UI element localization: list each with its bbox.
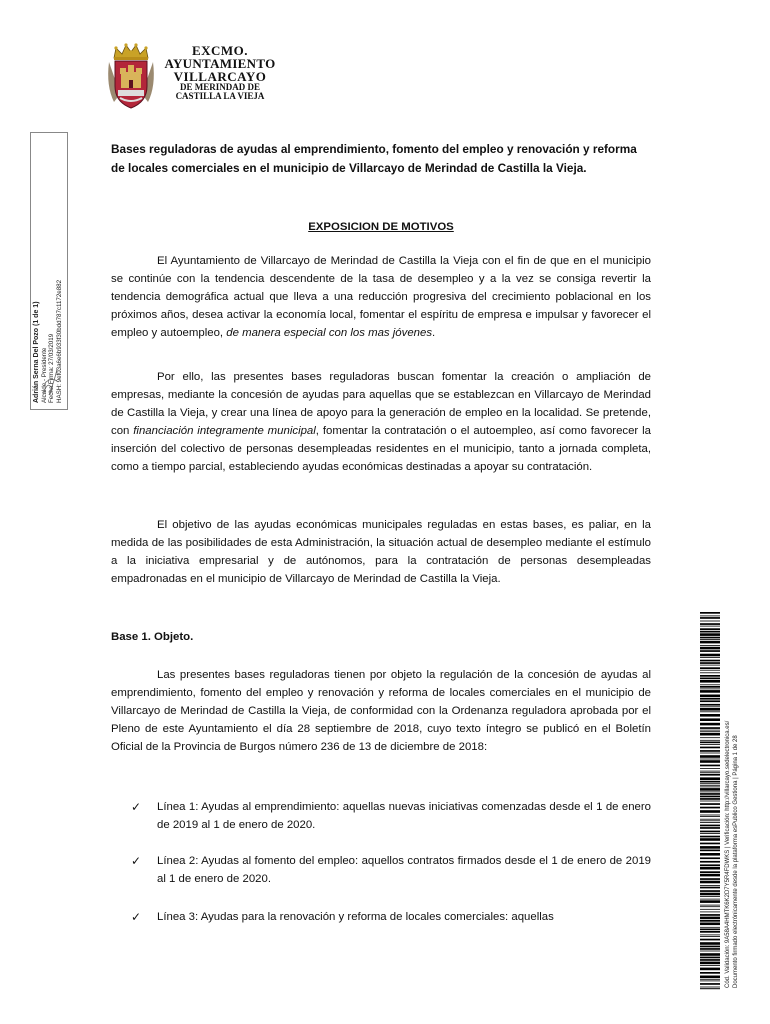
list-item (131, 852, 651, 888)
list-item (131, 798, 651, 834)
paragraph-1-end: . (432, 327, 436, 339)
list-item (131, 908, 651, 926)
signer-name: Adrián Serna Del Pozo (1 de 1) (33, 301, 40, 403)
checkmark-icon: ✓ (131, 800, 142, 814)
signature-hash: HASH: 9ef03a6e6b933f30bdd787c1172e882 (55, 279, 63, 403)
paragraph-1 (111, 252, 651, 342)
section-heading: EXPOSICION DE MOTIVOS (308, 221, 454, 233)
document-title: Bases reguladoras de ayudas al emprendimiento, fomento del empleo y renovación y reforma de locales comerciales en el municipio de Villarcayo de Merindad de Castilla la Vieja. (111, 142, 637, 175)
signature-date: Fecha Firma: 27/03/2019 (48, 333, 55, 403)
signer-role: Alcalde - Presidente (40, 347, 48, 403)
paragraph-2-text-a: Por ello, las presentes bases reguladoras buscan fomentar la creación o ampliación de empresas, mediante la concesión de ayudas para aquellas que se establezcan en Villarcayo de Merindad de Castilla la Vieja, y crear una línea de apoyo para la generación de empleo en la localidad. Se pretende, con (111, 371, 651, 437)
list-item-text: Línea 1: Ayudas al emprendimiento: aquellas nuevas iniciativas comenzadas desde el 1 de enero de 2019 al 1 de enero de 2020. (157, 801, 651, 831)
header-line-1: EXCMO. (191, 43, 249, 58)
list-item-text: Línea 2: Ayudas al fomento del empleo: aquellos contratos firmados desde el 1 de enero de 2019 al 1 de enero de 2020. (157, 855, 651, 885)
coat-of-arms-icon (106, 42, 156, 110)
paragraph-3: El objetivo de las ayudas económicas municipales reguladas en estas bases, es paliar, en la medida de las posibilidades de esta Administración, la situación actual de desempleo mediante el estímulo a la iniciativa empresarial y de autónomos, para la contratación de personas desempleadas empadronadas en el municipio de Villarcayo de Merindad de Castilla la Vieja. (111, 519, 651, 585)
paragraph-1-italic: de manera especial con los mas jóvenes (226, 327, 433, 339)
header-line-3: VILLARCAYO (173, 69, 267, 84)
paragraph-2 (111, 368, 651, 476)
header-line-5: CASTILLA LA VIEJA (175, 91, 265, 101)
checkmark-icon: ✓ (131, 910, 142, 924)
verification-line-2: Documento firmado electrónicamente desde la plataforma esPublico Gestiona | Página 1 de 28 (733, 735, 739, 988)
barcode-icon (700, 612, 720, 990)
verification-line-1: Cód. Validación: 9A58A4HMTK6K2D7Y5R4FDWKS | Verificación: http://villarcayo.sedelectronica.es/ (725, 720, 731, 988)
base-1-heading: Base 1. Objeto. (111, 631, 194, 643)
paragraph-1-text: El Ayuntamiento de Villarcayo de Merindad de Castilla la Vieja con el fin de que en el municipio se continúe con la tendencia descendente de la tasa de desempleo y a la vez se consiga revertir la tendencia demográfica actual que lleva a una reducción progresiva del crecimiento poblacional en los próximos años, desea activar la economía local, fomentar el espíritu de empresa e impulsar y favorecer el empleo y autoempleo, (111, 255, 651, 339)
paragraph-2-text-b: , fomentar la contratación o el autoempleo, así como favorecer la inserción del colectivo de personas desempleadas residentes en el municipio, tanto a jornada completa, como a tiempo parcial, estableciendo ayudas económicas destinadas a apoyar su contratación. (111, 425, 651, 473)
handwritten-signature-icon (37, 361, 63, 401)
municipality-header (158, 44, 282, 101)
paragraph-4: Las presentes bases reguladoras tienen por objeto la regulación de la concesión de ayudas al emprendimiento, fomento del empleo y renovación y reforma de locales comerciales en el municipio de Villarcayo de Merindad de Castilla la Vieja, de conformidad con la Ordenanza reguladora aprobada por el Pleno de este Ayuntamiento el día 28 septiembre de 2018, cuyo texto íntegro se publicó en el Boletín Oficial de la Provincia de Burgos número 236 de 13 de diciembre de 2018: (111, 669, 651, 753)
checkmark-icon: ✓ (131, 854, 142, 868)
header-line-2: AYUNTAMIENTO (164, 56, 276, 71)
paragraph-2-italic: financiación integramente municipal (133, 425, 316, 437)
verification-text (724, 614, 754, 988)
header-line-4: DE MERINDAD DE (179, 82, 260, 92)
list-item-text: Línea 3: Ayudas para la renovación y reforma de locales comerciales: aquellas (157, 911, 554, 923)
signature-stamp (30, 132, 68, 410)
